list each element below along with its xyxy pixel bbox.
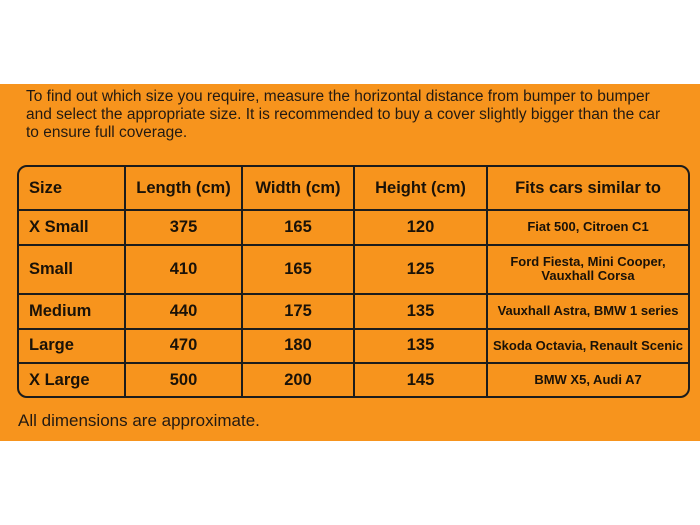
- cell-fits-cars: Fiat 500, Citroen C1: [487, 210, 688, 245]
- table-row: [19, 245, 688, 294]
- header-height: Height (cm): [354, 167, 487, 210]
- cell-fits-cars: Vauxhall Astra, BMW 1 series: [487, 294, 688, 329]
- cell-length: 470: [125, 329, 242, 364]
- table-header-row: [19, 167, 688, 210]
- cell-length: 375: [125, 210, 242, 245]
- cell-size: X Small: [19, 210, 125, 245]
- table-row: [19, 294, 688, 329]
- cell-height: 135: [354, 329, 487, 364]
- table-row: [19, 329, 688, 364]
- header-size: Size: [19, 167, 125, 210]
- footnote: All dimensions are approximate.: [18, 411, 260, 430]
- table-row: [19, 363, 688, 396]
- intro-text: To find out which size you require, measure the horizontal distance from bumper to bumper and select the appropriate size. It is recommended to buy a cover slightly bigger than the car to ensure full coverage.: [26, 88, 661, 141]
- cell-height: 120: [354, 210, 487, 245]
- cell-height: 135: [354, 294, 487, 329]
- cell-size: Small: [19, 245, 125, 294]
- header-length: Length (cm): [125, 167, 242, 210]
- cell-size: X Large: [19, 363, 125, 396]
- cell-size: Large: [19, 329, 125, 364]
- cell-width: 165: [242, 245, 354, 294]
- size-guide-panel: [0, 84, 700, 441]
- size-table-container: [17, 165, 690, 398]
- cell-size: Medium: [19, 294, 125, 329]
- header-width: Width (cm): [242, 167, 354, 210]
- cell-width: 200: [242, 363, 354, 396]
- cell-fits-cars: Ford Fiesta, Mini Cooper, Vauxhall Corsa: [487, 245, 688, 294]
- table-row: [19, 210, 688, 245]
- cell-width: 180: [242, 329, 354, 364]
- cell-width: 175: [242, 294, 354, 329]
- header-fits-cars: Fits cars similar to: [487, 167, 688, 210]
- cell-fits-cars: Skoda Octavia, Renault Scenic: [487, 329, 688, 364]
- cell-length: 500: [125, 363, 242, 396]
- cell-length: 410: [125, 245, 242, 294]
- cell-height: 125: [354, 245, 487, 294]
- cell-length: 440: [125, 294, 242, 329]
- cell-fits-cars: BMW X5, Audi A7: [487, 363, 688, 396]
- cell-height: 145: [354, 363, 487, 396]
- size-table: [19, 167, 688, 396]
- cell-width: 165: [242, 210, 354, 245]
